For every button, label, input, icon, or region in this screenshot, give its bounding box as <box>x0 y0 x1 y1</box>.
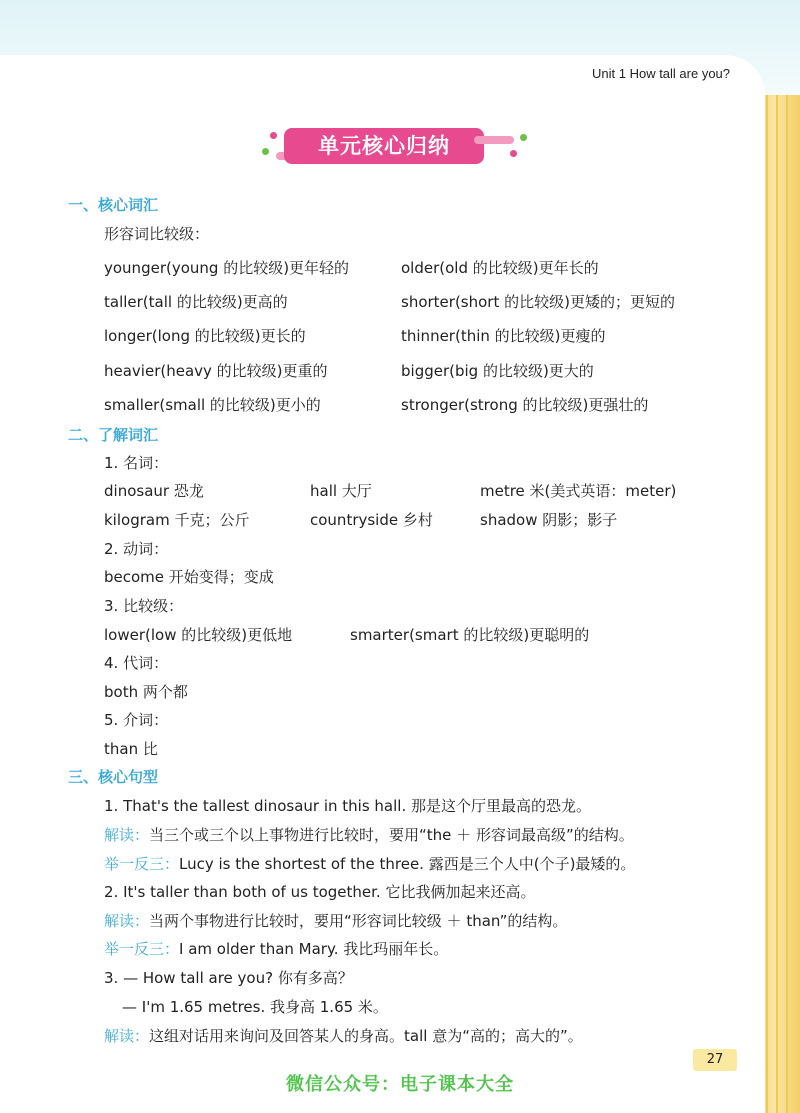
section-heading-core-vocab: 一、核心词汇 <box>68 196 159 214</box>
noun-item: dinosaur 恐龙 <box>104 482 204 500</box>
decor-dot <box>520 134 527 141</box>
verbs-label: 2. 动词： <box>104 540 169 558</box>
prep-label: 5. 介词： <box>104 711 169 729</box>
page-number: 27 <box>693 1049 737 1071</box>
note-tag: 解读： <box>104 912 150 930</box>
vocab-left: heavier(heavy 的比较级)更重的 <box>104 362 328 380</box>
nouns-label: 1. 名词： <box>104 454 169 472</box>
vocab-right: older(old 的比较级)更年长的 <box>401 259 599 277</box>
sentence-2-example <box>104 938 448 959</box>
section-banner <box>258 126 538 166</box>
unit-header: Unit 1 How tall are you? <box>592 66 731 81</box>
example-text: Lucy is the shortest of the three. 露西是三个人中(个子)最矮的。 <box>179 855 636 873</box>
comparative-item: smarter(smart 的比较级)更聪明的 <box>350 626 590 644</box>
sentence-1-note <box>104 824 634 845</box>
note-tag: 解读： <box>104 826 150 844</box>
vocab-right: stronger(strong 的比较级)更强壮的 <box>401 396 649 414</box>
sentence-3-question: 3. — How tall are you? 你有多高？ <box>104 969 353 987</box>
watermark: 微信公众号：电子课本大全 <box>286 1074 514 1095</box>
note-text: 当三个或三个以上事物进行比较时，要用“the ＋ 形容词最高级”的结构。 <box>149 826 634 844</box>
noun-item: countryside 乡村 <box>310 511 433 529</box>
note-text: 这组对话用来询问及回答某人的身高。tall 意为“高的；高大的”。 <box>149 1027 583 1045</box>
vocab-intro: 形容词比较级： <box>104 225 210 243</box>
note-text: 当两个事物进行比较时，要用“形容词比较级 ＋ than”的结构。 <box>149 912 568 930</box>
sentence-3-note <box>104 1025 583 1046</box>
comparative-item: lower(low 的比较级)更低地 <box>104 626 293 644</box>
example-tag: 举一反三： <box>104 940 180 958</box>
banner-ribbon <box>474 136 514 144</box>
decor-dot <box>262 148 269 155</box>
noun-item: hall 大厅 <box>310 482 372 500</box>
sentence-1: 1. That's the tallest dinosaur in this hall. 那是这个厅里最高的恐龙。 <box>104 797 591 815</box>
noun-item: kilogram 千克；公斤 <box>104 511 250 529</box>
vocab-left: smaller(small 的比较级)更小的 <box>104 396 321 414</box>
note-tag: 解读： <box>104 1027 150 1045</box>
vocab-left: taller(tall 的比较级)更高的 <box>104 293 288 311</box>
decor-dot <box>510 150 517 157</box>
banner-title: 单元核心归纳 <box>284 128 484 164</box>
sentence-1-example <box>104 853 635 874</box>
decor-dot <box>270 132 277 139</box>
noun-item: shadow 阴影；影子 <box>480 511 618 529</box>
example-tag: 举一反三： <box>104 855 180 873</box>
sentence-2-note <box>104 910 567 931</box>
vocab-right: bigger(big 的比较级)更大的 <box>401 362 594 380</box>
pronoun-label: 4. 代词： <box>104 654 169 672</box>
vocab-left: longer(long 的比较级)更长的 <box>104 327 306 345</box>
verb-item: become 开始变得；变成 <box>104 568 274 586</box>
sentence-2: 2. It's taller than both of us together. 它比我俩加起来还高。 <box>104 883 536 901</box>
vocab-left: younger(young 的比较级)更年轻的 <box>104 259 350 277</box>
example-text: I am older than Mary. 我比玛丽年长。 <box>179 940 449 958</box>
vocab-right: thinner(thin 的比较级)更瘦的 <box>401 327 606 345</box>
vocab-right: shorter(short 的比较级)更矮的；更短的 <box>401 293 675 311</box>
prep-item: than 比 <box>104 740 158 758</box>
noun-item: metre 米(美式英语：meter) <box>480 482 677 500</box>
comparatives-label: 3. 比较级： <box>104 597 184 615</box>
pronoun-item: both 两个都 <box>104 683 188 701</box>
section-heading-extra-vocab: 二、了解词汇 <box>68 426 159 444</box>
section-heading-core-sentences: 三、核心句型 <box>68 768 159 786</box>
sentence-3-answer: — I'm 1.65 metres. 我身高 1.65 米。 <box>122 998 388 1016</box>
